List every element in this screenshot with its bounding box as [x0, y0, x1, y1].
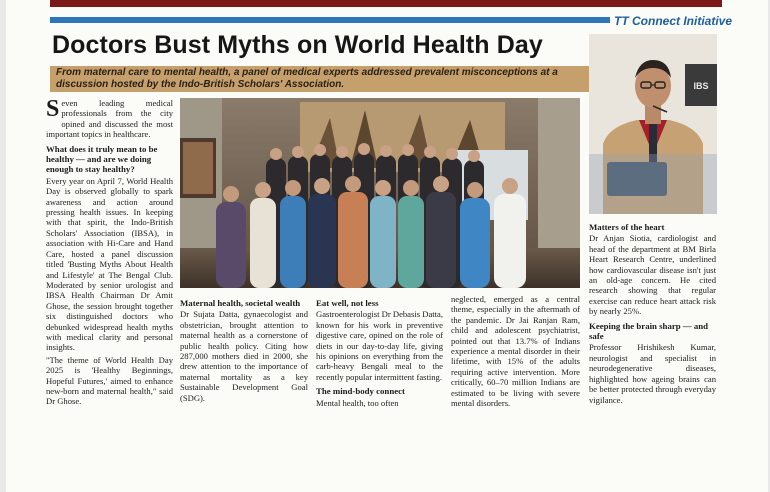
paragraph-theme-quote: "The theme of World Health Day 2025 is 'Healthy Beginnings, Hopeful Futures,' aimed to enhance new-born and maternal health," said Dr Ghose. — [46, 354, 173, 407]
dropcap: S — [46, 96, 60, 122]
paragraph-mental-health: neglected, emerged as a central theme, especially in the aftermath of the pandemic. Dr Jai Ranjan Ram, child and adolescent psychiatrist, pointed out that 13.7% of Indians experience a mental disorder in their lifetime, with 15% of the adults requiring active intervention. More critically, 60–70 million Indians are estimated to be living with severe mental disorders. — [451, 294, 580, 409]
subhead-heart: Matters of the heart — [589, 222, 665, 232]
standfirst: From maternal care to mental health, a panel of medical experts addressed prevalent misconceptions at a discussion hosted by the Indo-British Scholars' Association. — [50, 66, 592, 92]
article-column-5 — [589, 218, 716, 407]
group-photo-illustration — [180, 98, 580, 288]
speaker-portrait-illustration — [589, 34, 717, 214]
paragraph-mental-health-start: Mental health, too often — [316, 397, 399, 408]
initiative-label: TT Connect Initiative — [614, 14, 733, 28]
subhead-maternal-health: Maternal health, societal wealth — [180, 298, 301, 308]
top-color-band — [50, 0, 722, 7]
headline: Doctors Bust Myths on World Health Day — [52, 31, 543, 59]
subhead-eat-well: Eat well, not less — [316, 298, 379, 308]
speaker-portrait — [589, 34, 717, 214]
intro-paragraph: Seven leading medical professionals from the city opined and discussed the most important topics in healthcare. — [46, 96, 173, 140]
paragraph-world-health-day: Every year on April 7, World Health Day is observed globally to spark awareness and action around pressing health issues. In keeping with that spirit, the Indo-British Scholars' Association (IBSA), in association with Hi-Care and Hand Care, hosted a panel discussion titled 'Busting Myths About Health and Lifestyle' at The Bengal Club. Moderated by senior urologist and IBSA Health Chairman Dr Amit Ghose, the session brought together six distinguished doctors who debunked widespread health myths with medical clarity and personal insights. — [46, 175, 173, 353]
group-photo — [180, 98, 580, 288]
paragraph-diet: Gastroenterologist Dr Debasis Datta, known for his work in preventive digestive care, opined on the role of diets in our day-to-day life, giving his opinions on everything from the carb-heavy Bengali meal to the recently popular intermittent fasting. — [316, 309, 443, 382]
paragraph-heart: Dr Anjan Siotia, cardiologist and head of the department at BM Birla Heart Research Centre, underlined how cardiovascular disease isn't just an old-age concern. He cited research showing that regular exercise can reduce heart attack risk by nearly 25%. — [589, 233, 716, 317]
initiative-rule — [50, 17, 610, 23]
article-column-4 — [451, 294, 580, 410]
subhead-healthy: What does it truly mean to be healthy — and are we doing enough to stay healthy? — [46, 143, 158, 175]
subhead-mind-body: The mind-body connect — [316, 386, 405, 397]
portrait-sign-text: IBS — [693, 81, 709, 91]
paragraph-maternal-health: Dr Sujata Datta, gynaecologist and obstetrician, brought attention to maternal health as a cornerstone of public health policy. Citing how 287,000 mothers died in 2000, she drew attention to the importance of maternal mortality as a key Sustainable Development Goal (SDG). — [180, 309, 308, 403]
paragraph-brain: Professor Hrishikesh Kumar, neurologist and specialist in neurodegenerative diseases, highlighted how ageing brains can be better protected through everyday vigilance. — [589, 342, 716, 405]
article-column-2 — [180, 294, 308, 405]
article-column-3 — [316, 294, 443, 410]
subhead-brain: Keeping the brain sharp — and safe — [589, 320, 709, 342]
article-column-1 — [46, 98, 173, 409]
